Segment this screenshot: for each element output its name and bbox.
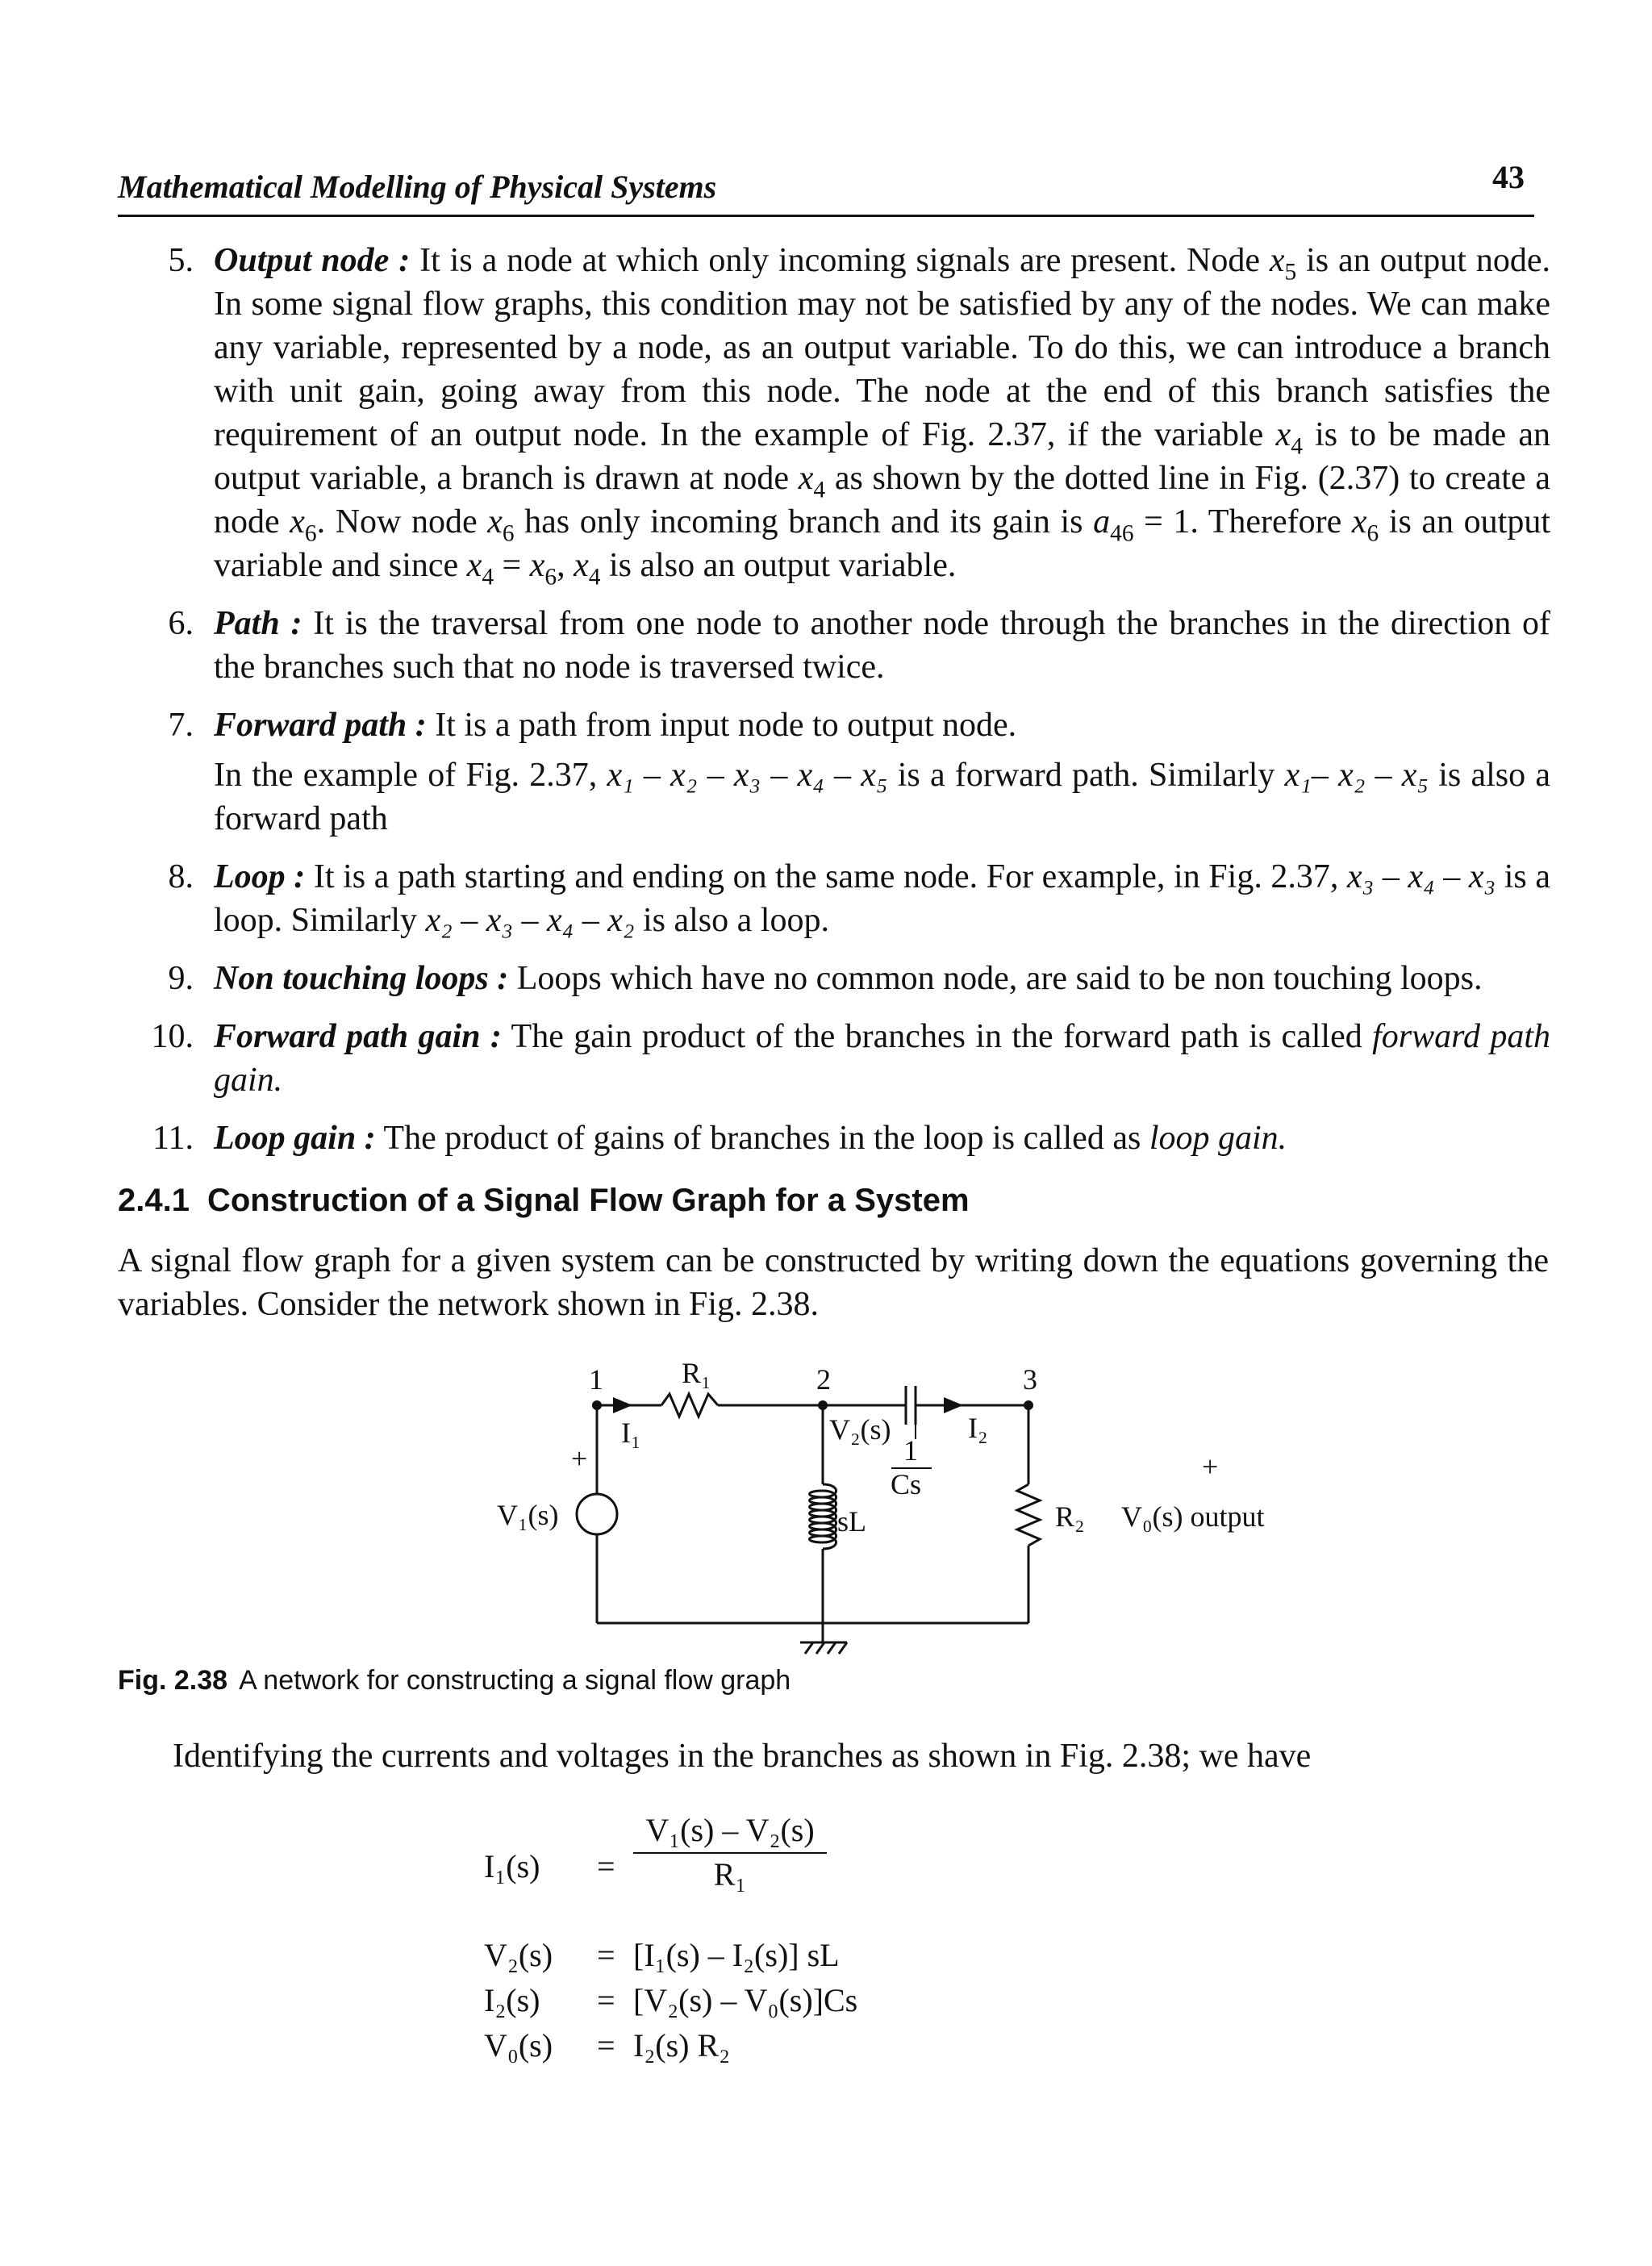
eq-sign: = [597, 1982, 615, 2018]
eq-lhs: I₂(s) [484, 1982, 540, 2018]
node-label-1: 1 [589, 1363, 603, 1396]
list-item-path [113, 602, 1550, 689]
item-text: , [557, 547, 574, 584]
section-intro: A signal flow graph for a given system can be constructed by writing down the equations governing the variables. Consider the network shown in Fig. 2.38. [118, 1242, 1549, 1323]
eq-rhs: [I₁(s) – I₂(s)] sL [633, 1937, 840, 1973]
eq-fraction [633, 1811, 827, 1893]
capacitor-den: Cs [891, 1468, 922, 1500]
node-dot-2 [818, 1400, 828, 1410]
item-text: is to be made an output variable, a branch is drawn at node [214, 416, 1550, 497]
list-item-loop [113, 855, 1550, 942]
running-header [118, 158, 1534, 207]
inductor-sl [810, 1484, 836, 1549]
item-text: In the example of Fig. 2.37, [214, 757, 607, 794]
item-text: is an output node. In some signal flow graphs, this condition may not be satisfied by any of the nodes. We can make any variable, represented by a node, as an output variable. To do this, we can introduce a branch with unit gain, going away from this node. The node at the end of this branch satisfies the requirement of an output node. In the example of Fig. 2.37, if the variable [214, 242, 1550, 453]
math-var: x [1275, 416, 1291, 453]
item-text: Loops which have no common node, are said to be non touching loops. [508, 960, 1483, 997]
item-text: is also a forward path [214, 757, 1551, 837]
item-text: is a forward path. Similarly [887, 757, 1285, 794]
item-text: The gain product of the branches in the forward path is called [501, 1018, 1373, 1055]
output-label: V₀(s) output [1121, 1500, 1265, 1533]
item-text: It is a node at which only incoming signals are present. Node [410, 242, 1270, 279]
definition-list [113, 239, 1550, 1175]
section-number: 2.4.1 [118, 1183, 190, 1218]
inductor-label: sL [837, 1505, 866, 1538]
math-var: x [487, 503, 503, 540]
resistor-r2 [1017, 1484, 1040, 1546]
figure-caption [118, 1665, 791, 1696]
output-plus: + [1202, 1450, 1219, 1483]
item-text: is also an output variable. [600, 547, 957, 584]
math-var: x [1351, 503, 1367, 540]
item-number: 11. [152, 1120, 194, 1157]
math-sub: 6 [544, 564, 557, 590]
math-sub: 6 [1366, 520, 1379, 547]
item-number: 7. [168, 707, 194, 744]
eq-sign: = [597, 1937, 615, 1973]
source-plus: + [571, 1442, 588, 1475]
header-title: Mathematical Modelling of Physical Systems [118, 169, 717, 205]
current-arrow-i2 [944, 1397, 963, 1413]
item-number: 9. [168, 960, 194, 997]
item-number: 10. [151, 1018, 194, 1055]
item-term: Output node : [214, 242, 411, 279]
math-path: x₁– x₂ – x₅ [1284, 757, 1429, 794]
r2-label: R₂ [1055, 1500, 1085, 1533]
item-term: Loop : [214, 858, 306, 895]
node-label-2: 2 [816, 1363, 831, 1396]
source-label: V₁(s) [497, 1499, 559, 1531]
item-number: 6. [168, 605, 194, 642]
item-text: is also a loop. [634, 902, 829, 939]
caption-text: A network for constructing a signal flow graph [239, 1665, 791, 1696]
item-example [214, 753, 1550, 841]
item-term: Loop gain : [214, 1120, 376, 1157]
math-var: x [574, 547, 589, 584]
header-rule [118, 215, 1534, 217]
i1-label: I₁ [621, 1417, 641, 1449]
item-text: is an output variable and since [214, 503, 1550, 584]
eq-denominator: R₁ [713, 1856, 747, 1893]
math-var: x [290, 503, 305, 540]
math-sub: 4 [482, 564, 494, 590]
eq-lhs: I₁(s) [484, 1848, 540, 1884]
eq-sign: = [597, 1848, 615, 1884]
list-item-loop-gain [113, 1116, 1550, 1160]
identify-paragraph: Identifying the currents and voltages in the branches as shown in Fig. 2.38; we have [173, 1738, 1312, 1775]
eq-lhs: V₀(s) [484, 2027, 553, 2064]
item-text: = [494, 547, 530, 584]
item-text: has only incoming branch and its gain is [514, 503, 1094, 540]
math-sub: 4 [588, 564, 601, 590]
node-dot-1 [592, 1400, 602, 1410]
item-text: = 1. Therefore [1133, 503, 1352, 540]
circuit-diagram [468, 1355, 1323, 1662]
current-arrow-i1 [613, 1397, 632, 1413]
math-path: x₃ – x₄ – x₃ [1347, 858, 1496, 895]
item-emphasis: forward path gain. [214, 1018, 1550, 1099]
math-path: x₂ – x₃ – x₄ – x₂ [425, 902, 635, 939]
node-dot-3 [1024, 1400, 1033, 1410]
eq-rhs: [V₂(s) – V₀(s)]Cs [633, 1982, 858, 2018]
item-text: is a loop. Similarly [214, 858, 1550, 939]
node-label-3: 3 [1023, 1363, 1037, 1396]
math-var: x [529, 547, 545, 584]
item-number: 8. [168, 858, 194, 895]
v2-label: V₂(s) [829, 1413, 891, 1446]
r1-label: R₁ [682, 1357, 711, 1389]
eq-numerator: V₁(s) – V₂(s) [633, 1811, 827, 1854]
voltage-source [577, 1494, 617, 1534]
math-var: x [798, 460, 814, 497]
math-sub: 4 [1291, 433, 1303, 460]
page-number: 43 [1492, 159, 1525, 195]
item-term: Non touching loops : [214, 960, 509, 997]
math-sub: 4 [813, 477, 826, 503]
caption-number: Fig. 2.38 [118, 1665, 228, 1696]
math-sub: 5 [1284, 259, 1297, 286]
item-text: It is a path from input node to output node. [426, 707, 1017, 744]
eq-lhs: V₂(s) [484, 1937, 553, 1973]
item-text: The product of gains of branches in the loop is called as [375, 1120, 1149, 1157]
item-term: Path : [214, 605, 302, 642]
list-item-output-node [113, 239, 1550, 590]
item-emphasis: loop gain. [1149, 1120, 1287, 1157]
resistor-r1 [661, 1394, 718, 1417]
section-title: Construction of a Signal Flow Graph for a System [206, 1183, 970, 1218]
item-text: as shown by the dotted line in Fig. (2.37) to create a node [214, 460, 1550, 540]
math-var: x [466, 547, 482, 584]
math-sub: 6 [502, 520, 515, 547]
eq-rhs: I₂(s) R₂ [633, 2027, 731, 2064]
list-item-forward-path [113, 703, 1550, 841]
ground-hatch [805, 1642, 847, 1654]
item-text: It is a path starting and ending on the same node. For example, in Fig. 2.37, [305, 858, 1348, 895]
math-path: x₁ – x₂ – x₃ – x₄ – x₅ [607, 757, 888, 794]
section-heading [118, 1183, 970, 1219]
math-var: x [1269, 242, 1285, 279]
list-item-forward-path-gain [113, 1015, 1550, 1102]
math-sub: 46 [1110, 520, 1134, 547]
capacitor-num: 1 [903, 1434, 918, 1467]
i2-label: I₂ [968, 1412, 988, 1444]
eq-sign: = [597, 2027, 615, 2064]
item-number: 5. [168, 242, 194, 279]
item-text: . Now node [316, 503, 488, 540]
math-sub: 6 [304, 520, 317, 547]
circuit-figure [468, 1355, 1323, 1662]
item-term: Forward path gain : [214, 1018, 502, 1055]
item-term: Forward path : [214, 707, 427, 744]
item-text: It is the traversal from one node to another node through the branches in the direction of the branches such that no node is traversed twice. [214, 605, 1551, 686]
math-var: a [1093, 503, 1111, 540]
list-item-non-touching-loops [113, 957, 1550, 1000]
